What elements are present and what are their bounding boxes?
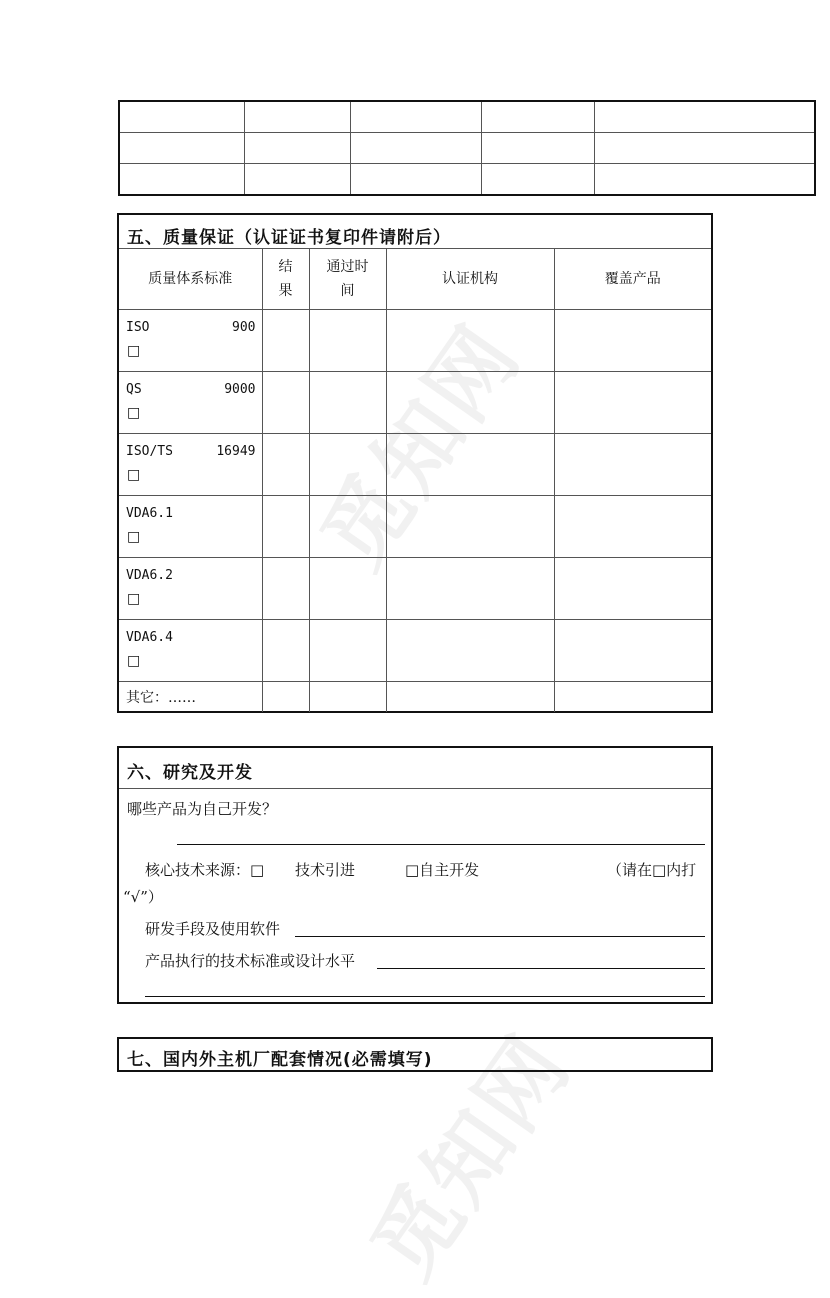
standard-cell — [119, 620, 262, 682]
standard-cell — [119, 310, 262, 372]
table-cell[interactable] — [244, 133, 350, 164]
table-row — [119, 434, 711, 496]
header-pass-time: 通过时 间 — [309, 249, 386, 310]
table-cell[interactable] — [481, 164, 594, 196]
result-cell[interactable] — [262, 620, 309, 682]
time-cell[interactable] — [309, 372, 386, 434]
cert-body-cell[interactable] — [386, 620, 554, 682]
products-cell[interactable] — [554, 682, 711, 713]
table-cell[interactable] — [594, 133, 815, 164]
option-self-developed[interactable]: □自主开发 — [405, 861, 480, 879]
products-cell[interactable] — [554, 496, 711, 558]
result-cell[interactable] — [262, 434, 309, 496]
standard-name: VDA6.2 — [126, 568, 173, 583]
self-developed-answer-line[interactable] — [177, 844, 705, 845]
standard-number: 9000 — [224, 382, 256, 397]
checkbox[interactable]: □ — [127, 467, 141, 483]
table-cell[interactable] — [119, 101, 244, 133]
result-cell[interactable] — [262, 558, 309, 620]
products-cell[interactable] — [554, 558, 711, 620]
table-cell[interactable] — [594, 164, 815, 196]
header-covered-products: 覆盖产品 — [554, 249, 711, 310]
cert-body-cell[interactable] — [386, 310, 554, 372]
top-table — [118, 100, 816, 196]
checkbox[interactable]: □ — [127, 591, 141, 607]
tech-standard-continuation-line[interactable] — [145, 996, 705, 997]
standard-name: VDA6.1 — [126, 506, 173, 521]
table-row — [119, 682, 711, 713]
cert-body-cell[interactable] — [386, 682, 554, 713]
tech-standard-input-line[interactable] — [377, 968, 705, 969]
time-cell[interactable] — [309, 434, 386, 496]
checkbox[interactable]: □ — [127, 343, 141, 359]
table-cell[interactable] — [350, 164, 481, 196]
check-hint-mark: “√”） — [123, 888, 163, 906]
other-standard-cell — [119, 682, 262, 713]
quality-assurance-section — [117, 213, 713, 713]
time-cell[interactable] — [309, 310, 386, 372]
quality-table — [119, 248, 711, 712]
standard-name: ISO/TS — [126, 444, 173, 459]
table-cell[interactable] — [244, 101, 350, 133]
standard-cell — [119, 558, 262, 620]
cert-body-cell[interactable] — [386, 372, 554, 434]
result-cell[interactable] — [262, 310, 309, 372]
products-cell[interactable] — [554, 372, 711, 434]
standard-cell — [119, 372, 262, 434]
rd-tools-input-line[interactable] — [295, 936, 705, 937]
checkbox[interactable]: □ — [127, 405, 141, 421]
time-cell[interactable] — [309, 682, 386, 713]
table-row — [119, 558, 711, 620]
cert-body-cell[interactable] — [386, 496, 554, 558]
result-cell[interactable] — [262, 496, 309, 558]
watermark: 觅知网 — [303, 307, 540, 586]
core-tech-label[interactable]: 核心技术来源：□ — [145, 861, 265, 879]
table-row — [119, 496, 711, 558]
time-cell[interactable] — [309, 620, 386, 682]
cert-body-cell[interactable] — [386, 558, 554, 620]
standard-name: ISO — [126, 320, 150, 335]
table-cell[interactable] — [594, 101, 815, 133]
standard-cell — [119, 434, 262, 496]
table-cell[interactable] — [350, 101, 481, 133]
header-result: 结 果 — [262, 249, 309, 310]
option-tech-import[interactable]: 技术引进 — [295, 861, 356, 879]
standard-number: 16949 — [216, 444, 256, 459]
standard-number: 900 — [232, 320, 256, 335]
check-hint: （请在□内打 — [607, 861, 697, 879]
research-development-section — [117, 746, 713, 1004]
table-cell[interactable] — [350, 133, 481, 164]
rd-tools-label: 研发手段及使用软件 — [145, 920, 281, 938]
tech-standard-label: 产品执行的技术标准或设计水平 — [145, 952, 356, 970]
result-cell[interactable] — [262, 372, 309, 434]
table-cell[interactable] — [119, 133, 244, 164]
section-title: 六、研究及开发 — [127, 763, 253, 783]
time-cell[interactable] — [309, 496, 386, 558]
result-cell[interactable] — [262, 682, 309, 713]
products-cell[interactable] — [554, 434, 711, 496]
section-title: 七、国内外主机厂配套情况(必需填写) — [127, 1050, 433, 1070]
standard-name: VDA6.4 — [126, 630, 173, 645]
divider — [119, 788, 711, 789]
table-row — [119, 372, 711, 434]
table-cell[interactable] — [481, 133, 594, 164]
watermark: 觅知网 — [353, 1017, 590, 1296]
checkbox[interactable]: □ — [127, 529, 141, 545]
table-cell[interactable] — [119, 164, 244, 196]
table-cell[interactable] — [244, 164, 350, 196]
self-developed-question: 哪些产品为自己开发？ — [127, 800, 278, 818]
time-cell[interactable] — [309, 558, 386, 620]
table-row — [119, 164, 815, 196]
other-label: 其它：…… — [126, 690, 196, 706]
section-title: 五、质量保证（认证证书复印件请附后） — [127, 228, 451, 248]
oem-supply-section — [117, 1037, 713, 1072]
header-standard: 质量体系标准 — [119, 249, 262, 310]
table-row — [119, 133, 815, 164]
standard-name: QS — [126, 382, 142, 397]
table-row — [119, 101, 815, 133]
products-cell[interactable] — [554, 620, 711, 682]
products-cell[interactable] — [554, 310, 711, 372]
header-cert-body: 认证机构 — [386, 249, 554, 310]
checkbox[interactable]: □ — [127, 653, 141, 669]
cert-body-cell[interactable] — [386, 434, 554, 496]
standard-cell — [119, 496, 262, 558]
table-cell[interactable] — [481, 101, 594, 133]
table-row — [119, 310, 711, 372]
table-row — [119, 620, 711, 682]
table-header-row — [119, 249, 711, 310]
